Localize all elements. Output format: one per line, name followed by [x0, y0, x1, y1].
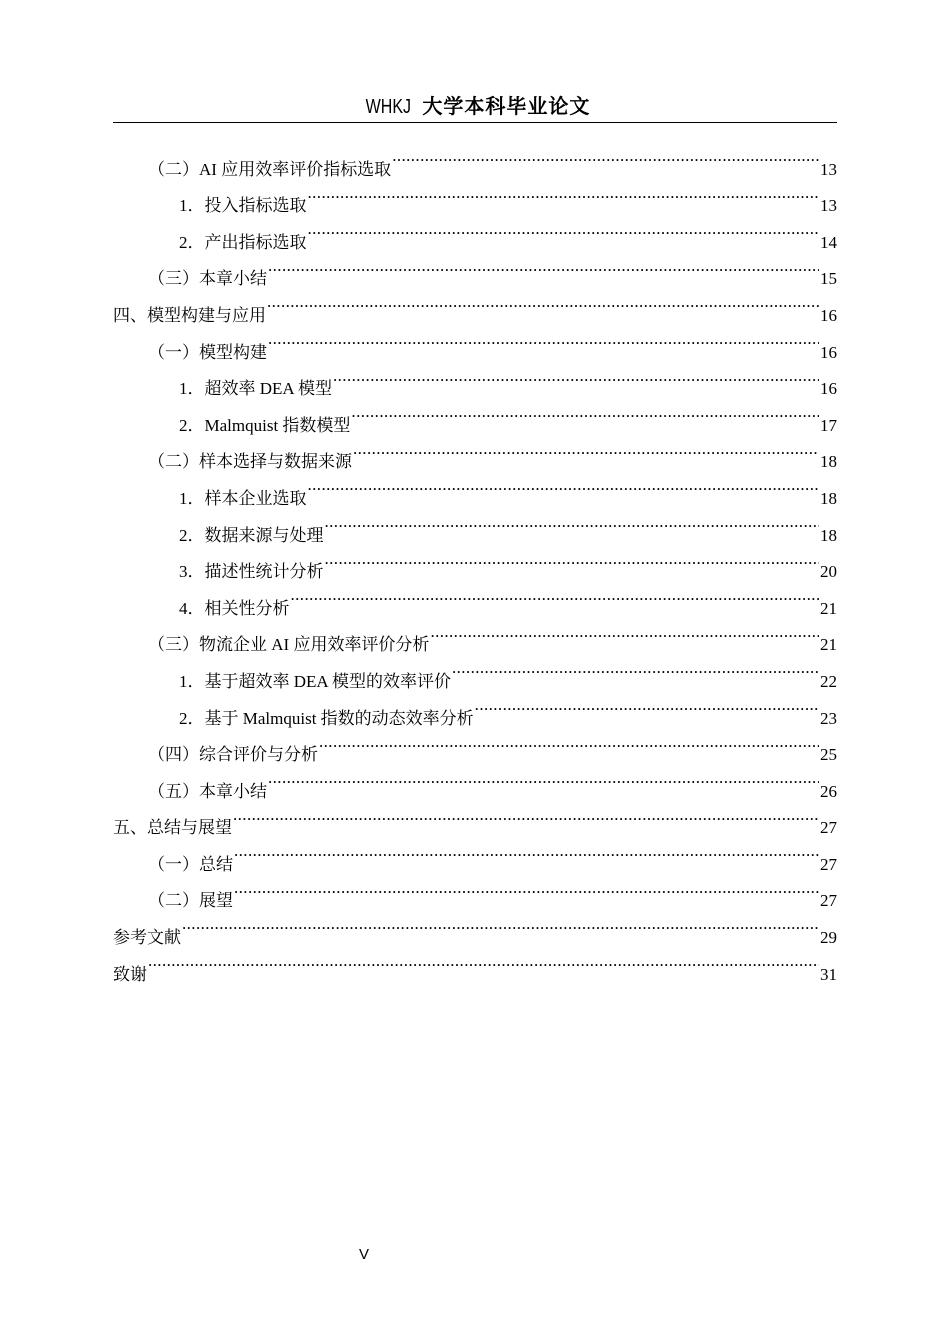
toc-entry-page: 16	[820, 305, 837, 325]
toc-entry-title: 五、总结与展望	[113, 818, 232, 838]
toc-entry-title: 1．投入指标选取	[179, 196, 307, 216]
toc-leader-dots	[268, 760, 819, 797]
toc-leader-dots	[267, 284, 819, 321]
toc-entry-title: （一）模型构建	[148, 342, 267, 362]
toc-entry-page: 29	[820, 928, 837, 948]
table-of-contents	[113, 138, 837, 984]
toc-entry-title: （三）本章小结	[148, 269, 267, 289]
toc-leader-dots	[452, 650, 819, 687]
toc-entry-title: （二）样本选择与数据来源	[148, 452, 352, 472]
toc-entry-title: （四）综合评价与分析	[148, 745, 318, 765]
toc-entry-title: 4．相关性分析	[179, 598, 290, 618]
toc-entry-title: 1．超效率 DEA 模型	[179, 379, 332, 399]
toc-entry-title: 2．Malmquist 指数模型	[179, 415, 351, 435]
toc-entry-title: 参考文献	[113, 928, 181, 948]
toc-entry-title: 1．基于超效率 DEA 模型的效率评价	[179, 671, 451, 691]
toc-entry-page: 31	[820, 964, 837, 984]
toc-entry-page: 23	[820, 708, 837, 728]
toc-leader-dots	[308, 467, 820, 504]
toc-entry-page: 22	[820, 671, 837, 691]
toc-entry-title: 3．描述性统计分析	[179, 562, 324, 582]
toc-leader-dots	[234, 833, 819, 870]
toc-leader-dots	[148, 943, 819, 980]
toc-entry-page: 18	[820, 452, 837, 472]
header-title: 大学本科毕业论文	[422, 96, 591, 118]
toc-leader-dots	[353, 431, 819, 468]
toc-entry-title: 致谢	[113, 964, 147, 984]
toc-entry-page: 20	[820, 562, 837, 582]
toc-entry-title: 四、模型构建与应用	[113, 305, 266, 325]
toc-entry-title: （二）展望	[148, 891, 233, 911]
toc-entry-page: 14	[820, 232, 837, 252]
toc-entry-title: 2．产出指标选取	[179, 232, 307, 252]
toc-leader-dots	[475, 687, 819, 724]
toc-leader-dots	[234, 870, 819, 907]
toc-entry-page: 15	[820, 269, 837, 289]
toc-entry-page: 27	[820, 854, 837, 874]
toc-entry-page: 16	[820, 379, 837, 399]
toc-entry-page: 21	[820, 635, 837, 655]
toc-leader-dots	[268, 321, 819, 358]
toc-entry-title: 2．数据来源与处理	[179, 525, 324, 545]
toc-leader-dots	[325, 541, 820, 578]
toc-leader-dots	[351, 394, 819, 431]
toc-leader-dots	[291, 577, 820, 614]
toc-entry-page: 16	[820, 342, 837, 362]
toc-leader-dots	[430, 614, 819, 651]
toc-entry-page: 27	[820, 891, 837, 911]
toc-leader-dots	[325, 504, 820, 541]
toc-leader-dots	[233, 797, 819, 834]
toc-leader-dots	[308, 175, 820, 212]
toc-entry[interactable]	[113, 138, 837, 179]
toc-leader-dots	[392, 138, 819, 175]
toc-entry-title: 1．样本企业选取	[179, 488, 307, 508]
toc-leader-dots	[333, 358, 819, 395]
toc-entry-title: （五）本章小结	[148, 781, 267, 801]
toc-entry-page: 25	[820, 745, 837, 765]
toc-leader-dots	[308, 211, 820, 248]
toc-leader-dots	[319, 724, 819, 761]
toc-entry-page: 18	[820, 488, 837, 508]
toc-entry-page: 27	[820, 818, 837, 838]
header-brand: WHKJ	[365, 96, 411, 118]
toc-entry-page: 17	[820, 415, 837, 435]
page-number: V	[358, 1246, 369, 1263]
toc-entry-page: 13	[820, 159, 837, 179]
toc-entry[interactable]	[113, 943, 837, 984]
toc-leader-dots	[268, 248, 819, 285]
toc-entry-title: （三）物流企业 AI 应用效率评价分析	[148, 635, 430, 655]
toc-entry-title: 2．基于 Malmquist 指数的动态效率分析	[179, 708, 474, 728]
toc-leader-dots	[182, 906, 819, 943]
toc-entry-page: 21	[820, 598, 837, 618]
page-header	[113, 94, 837, 123]
toc-entry-title: （二）AI 应用效率评价指标选取	[148, 159, 392, 179]
toc-entry-page: 26	[820, 781, 837, 801]
toc-entry-page: 13	[820, 196, 837, 216]
toc-entry-title: （一）总结	[148, 854, 233, 874]
toc-entry[interactable]	[113, 906, 837, 948]
toc-entry-page: 18	[820, 525, 837, 545]
